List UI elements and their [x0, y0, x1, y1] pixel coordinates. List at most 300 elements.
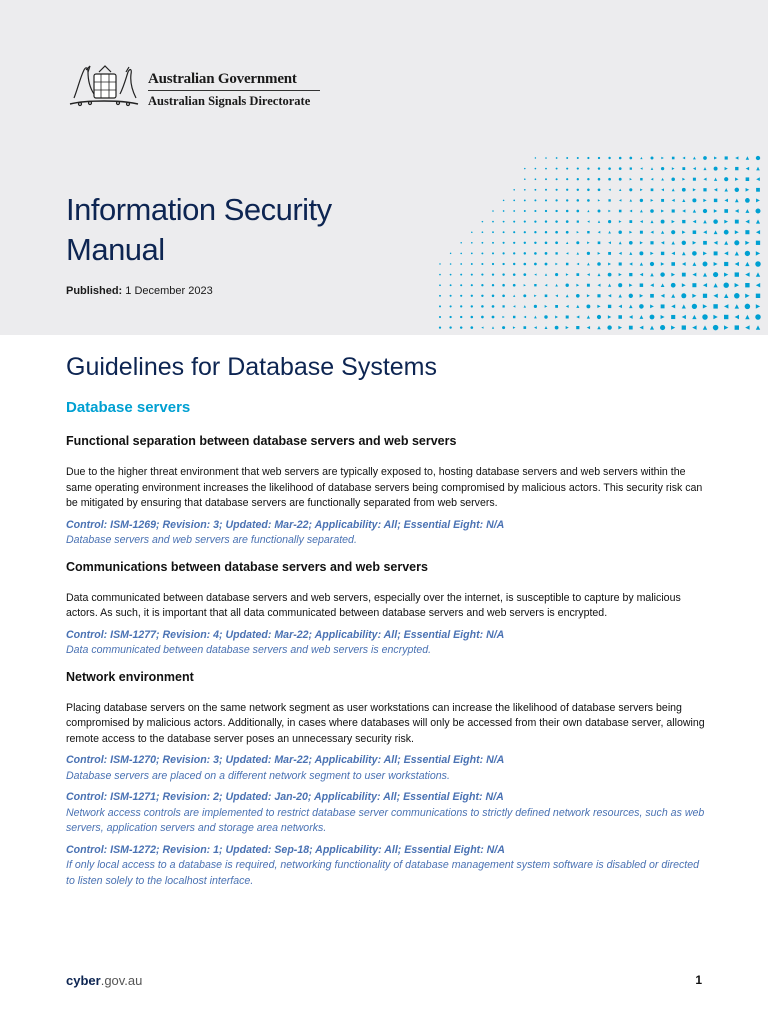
block-network-environment — [66, 669, 706, 890]
pattern-shape — [460, 326, 462, 328]
pattern-shape — [492, 326, 494, 328]
pattern-shape — [746, 188, 750, 192]
pattern-shape — [524, 252, 526, 254]
pattern-shape — [450, 274, 452, 276]
pattern-shape — [482, 231, 484, 233]
pattern-shape — [693, 209, 696, 212]
pattern-shape — [735, 209, 739, 213]
pattern-shape — [640, 210, 643, 213]
pattern-shape — [534, 326, 537, 329]
pattern-shape — [745, 283, 749, 287]
pattern-shape — [566, 168, 568, 170]
published-label: Published: — [66, 285, 123, 297]
pattern-shape — [745, 272, 749, 276]
pattern-shape — [481, 305, 484, 308]
pattern-shape — [714, 241, 718, 245]
pattern-shape — [671, 326, 675, 330]
pattern-shape — [629, 210, 632, 213]
pattern-shape — [535, 157, 536, 158]
pattern-shape — [566, 242, 568, 244]
pattern-shape — [608, 263, 611, 266]
pattern-shape — [555, 273, 558, 276]
pattern-shape — [608, 315, 611, 318]
pattern-shape — [545, 199, 547, 201]
pattern-shape — [713, 272, 718, 277]
pattern-shape — [598, 199, 600, 201]
pattern-shape — [545, 295, 548, 298]
pattern-shape — [471, 242, 473, 244]
pattern-shape — [566, 326, 569, 329]
pattern-shape — [660, 272, 664, 276]
pattern-shape — [692, 262, 696, 266]
pattern-shape — [513, 316, 515, 318]
pattern-shape — [545, 210, 547, 212]
pattern-shape — [534, 252, 537, 255]
pattern-shape — [608, 284, 611, 287]
pattern-shape — [598, 167, 600, 169]
pattern-shape — [693, 178, 696, 181]
pattern-shape — [745, 262, 749, 266]
pattern-shape — [619, 178, 622, 181]
pattern-shape — [640, 220, 643, 223]
pattern-shape — [671, 230, 675, 234]
pattern-shape — [756, 220, 760, 224]
control-meta: Control: ISM-1272; Revision: 1; Updated: Sep-18; Applicability: All; Essential Eight: N/A — [66, 843, 505, 856]
pattern-shape — [672, 157, 675, 160]
pattern-shape — [650, 315, 655, 320]
pattern-shape — [523, 294, 526, 297]
pattern-shape — [449, 316, 451, 318]
pattern-shape — [756, 283, 760, 287]
pattern-shape — [608, 220, 611, 223]
pattern-shape — [555, 284, 558, 287]
pattern-shape — [534, 199, 536, 201]
pattern-shape — [682, 325, 686, 329]
pattern-shape — [587, 242, 590, 245]
pattern-shape — [566, 294, 569, 297]
pattern-shape — [682, 178, 685, 181]
pattern-shape — [513, 189, 515, 191]
pattern-shape — [513, 242, 515, 244]
pattern-shape — [481, 295, 483, 297]
pattern-shape — [566, 178, 568, 180]
pattern-shape — [724, 262, 728, 266]
pattern-shape — [566, 189, 568, 191]
pattern-shape — [587, 220, 589, 222]
pattern-shape — [713, 304, 717, 308]
pattern-shape — [703, 251, 707, 255]
pattern-shape — [682, 241, 686, 245]
pattern-shape — [503, 200, 505, 202]
pattern-shape — [534, 295, 536, 297]
pattern-shape — [660, 325, 665, 330]
pattern-shape — [545, 157, 547, 159]
pattern-shape — [576, 263, 579, 266]
pattern-shape — [745, 315, 749, 319]
pattern-shape — [650, 262, 654, 266]
pattern-shape — [640, 273, 643, 276]
pattern-shape — [640, 157, 642, 159]
pattern-shape — [723, 282, 728, 287]
pattern-shape — [661, 231, 664, 234]
pattern-shape — [756, 294, 760, 298]
pattern-shape — [693, 157, 696, 160]
pattern-shape — [587, 273, 590, 276]
pattern-shape — [714, 199, 717, 202]
title-line-1: Information Security — [66, 192, 332, 227]
pattern-shape — [502, 273, 504, 275]
pattern-shape — [755, 314, 761, 320]
pattern-shape — [629, 262, 632, 265]
pattern-shape — [630, 199, 633, 202]
pattern-shape — [619, 220, 622, 223]
pattern-shape — [534, 220, 536, 222]
pattern-shape — [555, 294, 558, 297]
pattern-shape — [703, 325, 707, 329]
pattern-shape — [725, 167, 728, 170]
pattern-shape — [756, 241, 760, 245]
pattern-shape — [618, 305, 621, 308]
pattern-shape — [566, 157, 568, 159]
pattern-shape — [651, 178, 654, 181]
pattern-shape — [755, 261, 761, 267]
pattern-shape — [745, 294, 749, 298]
pattern-shape — [735, 199, 739, 203]
pattern-shape — [502, 326, 505, 329]
pattern-shape — [598, 178, 601, 181]
pattern-shape — [714, 230, 718, 234]
pattern-shape — [608, 199, 610, 201]
pattern-shape — [492, 252, 494, 254]
logo-bold: cyber — [66, 973, 101, 988]
pattern-shape — [640, 294, 644, 298]
pattern-shape — [439, 326, 441, 328]
pattern-shape — [682, 315, 686, 319]
pattern-shape — [555, 316, 558, 319]
pattern-shape — [693, 220, 696, 223]
control-description: Data communicated between database servers and web servers is encrypted. — [66, 644, 432, 656]
pattern-shape — [650, 294, 654, 298]
pattern-shape — [577, 252, 580, 255]
pattern-shape — [608, 252, 611, 255]
pattern-shape — [587, 167, 589, 169]
page-number: 1 — [695, 973, 702, 987]
pattern-shape — [703, 220, 707, 224]
block-functional-separation — [66, 433, 706, 549]
pattern-shape — [735, 304, 739, 308]
pattern-shape — [608, 210, 610, 212]
pattern-shape — [492, 221, 494, 223]
pattern-shape — [471, 284, 473, 286]
control-ism-1271 — [66, 790, 706, 837]
pattern-shape — [671, 177, 675, 181]
pattern-shape — [513, 231, 515, 233]
pattern-shape — [597, 326, 600, 329]
pattern-shape — [735, 177, 738, 180]
pattern-shape — [756, 272, 760, 276]
pattern-shape — [555, 210, 557, 212]
subsection-title: Database servers — [66, 399, 191, 416]
pattern-shape — [629, 231, 632, 234]
pattern-shape — [735, 251, 739, 255]
pattern-shape — [460, 274, 462, 276]
pattern-shape — [577, 178, 579, 180]
pattern-shape — [482, 221, 484, 223]
control-meta: Control: ISM-1270; Revision: 3; Updated: Mar-22; Applicability: All; Essential Eight: N/A — [66, 754, 505, 766]
pattern-shape — [524, 316, 527, 319]
pattern-shape — [587, 157, 589, 159]
pattern-shape — [661, 188, 664, 191]
pattern-shape — [566, 252, 568, 254]
pattern-shape — [640, 241, 643, 244]
gov-name: Australian Government — [148, 70, 320, 91]
pattern-shape — [524, 231, 526, 233]
pattern-shape — [682, 230, 685, 233]
pattern-shape — [597, 315, 601, 319]
pattern-shape — [598, 210, 601, 213]
pattern-shape — [556, 168, 558, 170]
pattern-shape — [661, 199, 664, 202]
pattern-shape — [671, 252, 675, 256]
pattern-shape — [535, 168, 537, 170]
pattern-shape — [545, 189, 547, 191]
control-description: If only local access to a database is required, networking functionality of database management system software is disabled or directed to listen solely to the localhost interface. — [66, 859, 700, 887]
pattern-shape — [598, 252, 601, 255]
pattern-shape — [545, 220, 547, 222]
pattern-shape — [524, 178, 526, 180]
pattern-shape — [513, 284, 516, 287]
pattern-shape — [640, 231, 643, 234]
pattern-shape — [481, 263, 483, 265]
pattern-shape — [587, 210, 589, 212]
pattern-shape — [714, 167, 718, 171]
pattern-shape — [577, 231, 579, 233]
pattern-shape — [577, 220, 579, 222]
block-heading: Communications between database servers and web servers — [66, 559, 428, 574]
header-band — [0, 0, 768, 335]
pattern-shape — [534, 242, 536, 244]
pattern-shape — [713, 325, 719, 331]
pattern-shape — [619, 294, 622, 297]
pattern-shape — [545, 284, 547, 286]
pattern-shape — [640, 262, 643, 265]
pattern-shape — [576, 273, 579, 276]
pattern-shape — [619, 262, 622, 265]
pattern-shape — [640, 199, 643, 202]
pattern-shape — [513, 200, 515, 202]
pattern-shape — [746, 167, 749, 170]
pattern-shape — [672, 199, 675, 202]
pattern-shape — [577, 189, 579, 191]
block-heading: Functional separation between database servers and web servers — [66, 434, 457, 448]
pattern-shape — [756, 209, 761, 214]
pattern-shape — [492, 210, 494, 212]
pattern-shape — [608, 167, 611, 170]
control-description: Network access controls are implemented to restrict database server communications to strictly defined network resources, such as web servers, application servers and storage area networks. — [66, 806, 705, 834]
pattern-shape — [681, 293, 686, 298]
pattern-shape — [650, 326, 654, 330]
pattern-shape — [745, 251, 750, 256]
pattern-shape — [724, 188, 727, 191]
agency-name: Australian Signals Directorate — [148, 94, 311, 108]
pattern-shape — [640, 167, 642, 169]
pattern-shape — [714, 262, 718, 266]
pattern-shape — [481, 316, 484, 319]
pattern-shape — [639, 251, 643, 255]
control-ism-1270 — [66, 753, 706, 784]
control-ism-1269 — [66, 518, 706, 549]
pattern-shape — [745, 230, 749, 234]
pattern-shape — [651, 188, 654, 191]
pattern-shape — [545, 263, 548, 266]
pattern-shape — [523, 273, 526, 276]
pattern-shape — [460, 242, 462, 244]
pattern-shape — [703, 262, 708, 267]
pattern-shape — [629, 273, 632, 276]
pattern-shape — [502, 284, 505, 287]
pattern-shape — [513, 273, 516, 276]
pattern-shape — [577, 168, 579, 170]
pattern-shape — [587, 199, 590, 202]
pattern-shape — [566, 231, 569, 234]
pattern-shape — [503, 221, 505, 223]
pattern-shape — [661, 252, 664, 255]
pattern-shape — [471, 305, 473, 307]
pattern-shape — [534, 231, 536, 233]
pattern-shape — [661, 220, 665, 224]
pattern-shape — [608, 178, 611, 181]
pattern-shape — [692, 198, 696, 202]
pattern-shape — [619, 241, 622, 244]
pattern-shape — [735, 156, 738, 159]
pattern-shape — [618, 315, 622, 319]
pattern-shape — [439, 263, 440, 264]
pattern-shape — [492, 273, 494, 275]
pattern-shape — [756, 177, 760, 181]
pattern-shape — [513, 263, 515, 265]
pattern-shape — [734, 240, 739, 245]
pattern-shape — [629, 252, 632, 255]
pattern-shape — [640, 178, 642, 180]
pattern-shape — [545, 231, 547, 233]
pattern-shape — [524, 199, 526, 201]
pattern-shape — [724, 199, 728, 203]
pattern-shape — [471, 295, 473, 297]
pattern-shape — [724, 251, 728, 255]
pattern-shape — [735, 272, 739, 276]
pattern-shape — [714, 188, 717, 191]
pattern-shape — [724, 230, 729, 235]
pattern-shape — [598, 273, 601, 276]
pattern-shape — [439, 295, 441, 297]
pattern-shape — [587, 231, 589, 233]
pattern-shape — [450, 263, 452, 265]
pattern-shape — [492, 242, 494, 244]
pattern-shape — [555, 326, 559, 330]
pattern-shape — [576, 305, 579, 308]
pattern-shape — [576, 294, 580, 298]
pattern-shape — [671, 262, 675, 266]
pattern-shape — [703, 230, 707, 234]
pattern-shape — [556, 157, 558, 159]
pattern-shape — [724, 209, 728, 213]
pattern-shape — [714, 251, 718, 255]
pattern-shape — [651, 157, 654, 160]
pattern-shape — [703, 167, 706, 170]
pattern-shape — [566, 210, 569, 213]
pattern-shape — [692, 273, 696, 277]
pattern-shape — [735, 230, 739, 234]
pattern-shape — [735, 325, 739, 329]
pattern-shape — [482, 242, 484, 244]
pattern-shape — [639, 304, 644, 309]
pattern-shape — [524, 263, 527, 266]
pattern-shape — [703, 188, 706, 191]
pattern-shape — [576, 326, 579, 329]
pattern-shape — [703, 199, 706, 202]
pattern-shape — [745, 220, 749, 224]
pattern-shape — [524, 305, 526, 307]
pattern-shape — [449, 326, 451, 328]
pattern-shape — [724, 325, 728, 329]
pattern-shape — [534, 189, 536, 191]
pattern-shape — [619, 189, 621, 191]
pattern-shape — [671, 241, 674, 244]
pattern-shape — [607, 325, 611, 329]
pattern-shape — [735, 262, 739, 266]
pattern-shape — [724, 272, 728, 276]
pattern-shape — [534, 284, 536, 286]
pattern-shape — [597, 262, 601, 266]
pattern-shape — [597, 284, 600, 287]
pattern-shape — [587, 178, 589, 180]
pattern-shape — [629, 157, 632, 160]
pattern-shape — [650, 283, 654, 287]
pattern-shape — [661, 167, 664, 170]
pattern-shape — [566, 284, 569, 287]
pattern-shape — [555, 252, 557, 254]
pattern-shape — [460, 316, 462, 318]
pattern-shape — [598, 157, 600, 159]
pattern-shape — [587, 326, 590, 329]
pattern-shape — [746, 177, 750, 181]
pattern-shape — [692, 294, 696, 298]
pattern-shape — [534, 316, 537, 319]
pattern-shape — [524, 242, 526, 244]
main-content — [66, 350, 706, 889]
pattern-shape — [756, 230, 760, 234]
pattern-shape — [545, 241, 548, 244]
block-paragraph: Placing database servers on the same network segment as user workstations can increase the likelihood of database servers being compromised by malicious actors. Additionally, in cases where databases will only be accessed from their own database server, allowing remote access to the database server poses an unnecessary security risk. — [66, 701, 705, 745]
pattern-shape — [672, 188, 675, 191]
logo-light: .gov.au — [100, 973, 143, 988]
pattern-shape — [703, 178, 706, 181]
pattern-shape — [650, 273, 653, 276]
pattern-shape — [555, 305, 558, 308]
pattern-shape — [492, 263, 494, 265]
pattern-shape — [545, 273, 547, 275]
pattern-shape — [471, 263, 473, 265]
pattern-shape — [735, 167, 738, 170]
pattern-shape — [471, 231, 473, 233]
pattern-shape — [756, 188, 760, 192]
pattern-shape — [756, 304, 760, 308]
pattern-shape — [470, 326, 473, 329]
pattern-shape — [586, 304, 590, 308]
pattern-shape — [756, 251, 760, 255]
pattern-shape — [661, 210, 664, 213]
pattern-shape — [608, 305, 611, 308]
